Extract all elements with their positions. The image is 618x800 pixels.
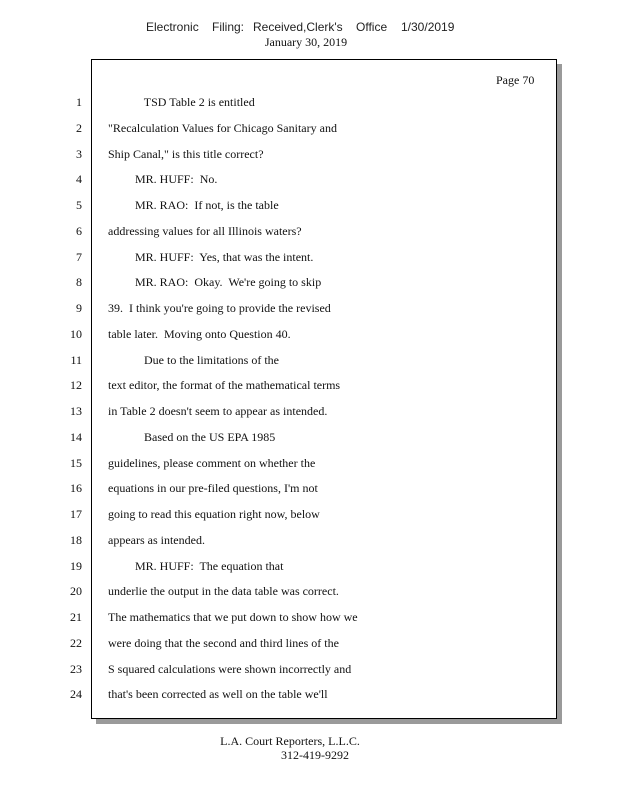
line-text: underlie the output in the data table was correct.	[108, 584, 339, 599]
line-number: 4	[76, 172, 82, 187]
line-number: 15	[70, 455, 82, 470]
line-number: 3	[76, 146, 82, 161]
line-text: table later. Moving onto Question 40.	[108, 326, 291, 341]
line-text: MR. RAO: Okay. We're going to skip	[108, 275, 322, 290]
line-number: 22	[70, 635, 82, 650]
line-text: MR. HUFF: Yes, that was the intent.	[108, 249, 314, 264]
line-number: 19	[70, 558, 82, 573]
line-number: 21	[70, 610, 82, 624]
line-text: TSD Table 2 is entitled	[108, 95, 255, 109]
line-text: The mathematics that we put down to show how we	[108, 610, 358, 624]
stamp-word: Electronic	[146, 20, 199, 34]
line-number: 7	[76, 249, 82, 264]
line-number: 24	[70, 687, 82, 702]
line-text: Based on the US EPA 1985	[108, 429, 276, 444]
line-text: Ship Canal," is this title correct?	[108, 146, 264, 161]
line-text: Due to the limitations of the	[108, 352, 279, 367]
line-text: equations in our pre-filed questions, I'm not	[108, 481, 318, 496]
line-number: 18	[70, 532, 82, 547]
line-number: 10	[70, 326, 82, 341]
line-number: 11	[70, 352, 82, 367]
stamp-word: Office	[356, 20, 388, 34]
line-text: MR. HUFF: No.	[108, 172, 218, 187]
filed-date: January 30, 2019	[264, 35, 348, 49]
line-number: 2	[76, 120, 82, 135]
line-text: "Recalculation Values for Chicago Sanitary and	[108, 120, 337, 135]
line-text: appears as intended.	[108, 532, 205, 547]
line-number: 17	[70, 507, 82, 521]
line-text: 39. I think you're going to provide the revised	[108, 301, 331, 315]
stamp-word: Received,Clerk's	[253, 20, 343, 34]
line-number: 6	[76, 223, 82, 238]
line-text: addressing values for all Illinois waters?	[108, 223, 302, 238]
line-text: going to read this equation right now, below	[108, 507, 320, 521]
line-text: were doing that the second and third lines of the	[108, 635, 339, 650]
line-text: MR. RAO: If not, is the table	[108, 198, 279, 212]
line-number: 23	[70, 661, 82, 676]
line-text: in Table 2 doesn't seem to appear as intended.	[108, 404, 328, 418]
line-text: MR. HUFF: The equation that	[108, 558, 284, 573]
footer-company: L.A. Court Reporters, L.L.C.	[220, 734, 360, 748]
line-text: text editor, the format of the mathematical terms	[108, 378, 341, 393]
line-number: 20	[70, 584, 82, 599]
line-number: 13	[70, 404, 82, 418]
line-text: S squared calculations were shown incorrectly and	[108, 661, 352, 676]
line-number: 1	[76, 95, 82, 109]
line-text: that's been corrected as well on the table we'll	[108, 687, 328, 702]
page-number: Page 70	[496, 73, 535, 87]
filing-stamp	[146, 20, 454, 34]
line-number: 9	[76, 301, 82, 315]
footer-phone: 312-419-9292	[281, 748, 349, 762]
line-number: 14	[70, 429, 82, 444]
line-number: 16	[70, 481, 82, 496]
line-text: guidelines, please comment on whether the	[108, 455, 316, 470]
stamp-word: Filing:	[212, 20, 245, 34]
line-number: 8	[76, 275, 82, 290]
stamp-word: 1/30/2019	[401, 20, 455, 34]
line-number: 12	[70, 378, 82, 393]
line-number: 5	[76, 198, 82, 212]
